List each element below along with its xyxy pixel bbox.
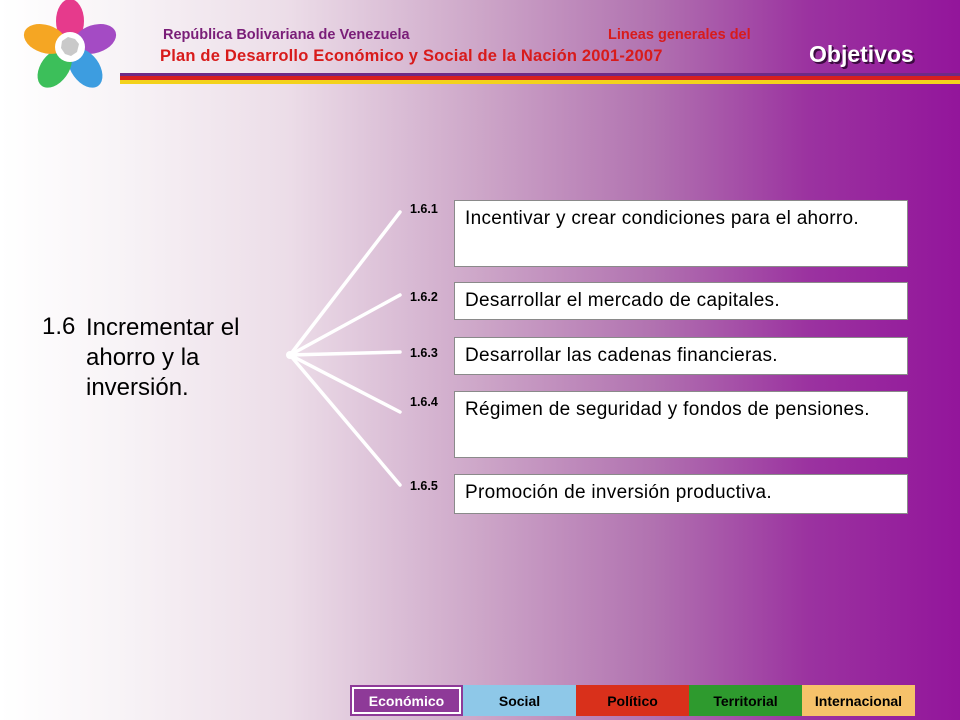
objective-text-4: Régimen de seguridad y fondos de pensiones. [465, 399, 870, 420]
objective-number-1: 1.6.1 [410, 202, 438, 216]
header-lineas: Lineas generales del [608, 27, 751, 43]
tab-politico[interactable]: Político [576, 685, 689, 716]
section-title: Objetivos [809, 41, 914, 67]
main-objective-text: Incrementar el ahorro y la inversión. [86, 314, 240, 401]
tab-territorial[interactable]: Territorial [689, 685, 802, 716]
objective-number-4: 1.6.4 [410, 395, 438, 409]
header-republic: República Bolivariana de Venezuela [163, 27, 410, 43]
objective-box-3 [454, 337, 908, 375]
objective-number-3: 1.6.3 [410, 346, 438, 360]
objective-box-5 [454, 474, 908, 514]
objective-text-5: Promoción de inversión productiva. [465, 482, 772, 503]
main-objective-number: 1.6 [42, 313, 76, 340]
objective-text-3: Desarrollar las cadenas financieras. [465, 345, 778, 366]
tab-internacional[interactable]: Internacional [802, 685, 915, 716]
objective-box-4 [454, 391, 908, 458]
objective-text-1: Incentivar y crear condiciones para el ahorro. [465, 208, 859, 229]
objective-number-2: 1.6.2 [410, 290, 438, 304]
objective-box-2 [454, 282, 908, 320]
objective-text-2: Desarrollar el mercado de capitales. [465, 290, 780, 311]
header-plan-title: Plan de Desarrollo Económico y Social de la Nación 2001-2007 [160, 47, 663, 65]
objective-box-1 [454, 200, 908, 267]
tab-social[interactable]: Social [463, 685, 576, 716]
objective-number-5: 1.6.5 [410, 479, 438, 493]
section-tabs [350, 685, 915, 716]
tab-economico[interactable]: Económico [350, 685, 463, 716]
